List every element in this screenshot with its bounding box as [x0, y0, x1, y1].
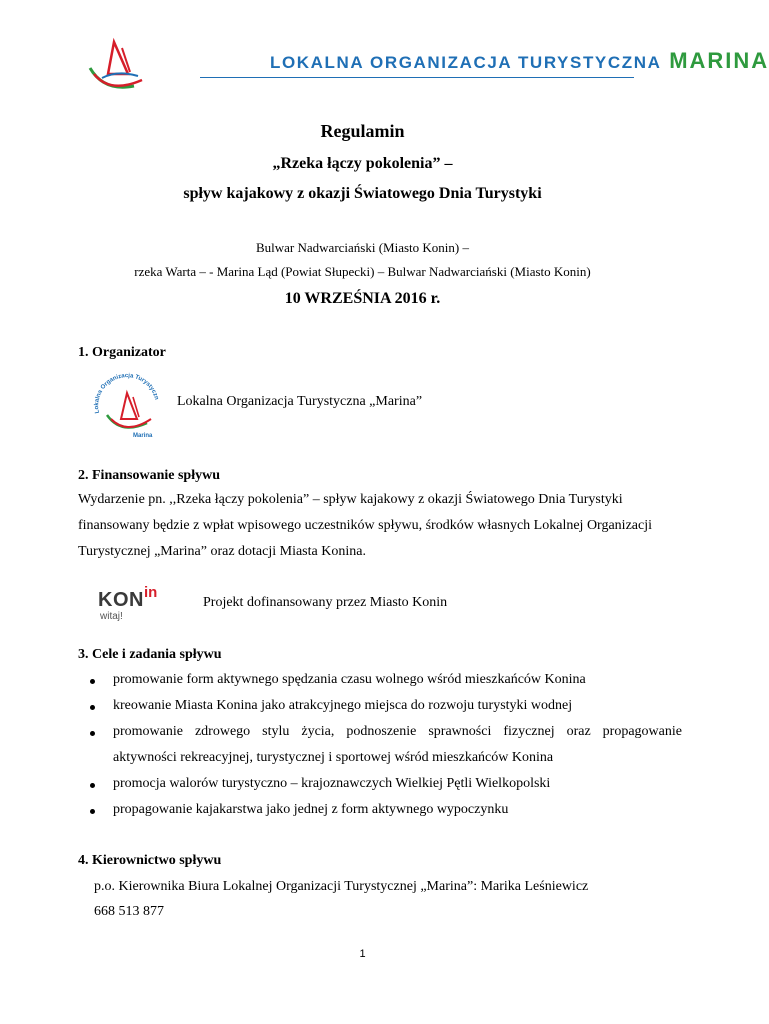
- section-2-heading: 2. Finansowanie spływu: [78, 468, 220, 483]
- financing-line-2: finansowany będzie z wpłat wpisowego uczestników spływu, środków własnych Lokalnej Organizacji: [78, 518, 652, 533]
- konin-logo-word: KON: [98, 589, 144, 611]
- goal-item: kreowanie Miasta Konina jako atrakcyjnego miejsca do rozwoju turystyki wodnej: [113, 698, 573, 713]
- svg-text:Lokalna Organizacja Turystyczn: Lokalna Organizacja Turystyczn: [94, 373, 160, 414]
- organizer-logo-text: Marina: [133, 433, 153, 439]
- goal-item: promowanie form aktywnego spędzania czasu wolnego wśród mieszkańców Konina: [113, 672, 586, 687]
- bullet-icon: [90, 731, 95, 736]
- bullet-icon: [90, 679, 95, 684]
- route-line-1: Bulwar Nadwarciański (Miasto Konin) –: [255, 240, 469, 255]
- page-number: 1: [359, 948, 366, 960]
- document-title: Regulamin: [320, 121, 405, 141]
- route-line-2: rzeka Warta – - Marina Ląd (Powiat Słupecki) – Bulwar Nadwarciański (Miasto Konin): [134, 264, 591, 279]
- konin-logo-tagline: witaj!: [100, 611, 123, 622]
- header-divider: [200, 77, 634, 78]
- section-3-heading: 3. Cele i zadania spływu: [78, 647, 222, 662]
- goal-item: promowanie zdrowego stylu życia, podnoszenie sprawności fizycznej oraz propagowanie: [113, 724, 682, 739]
- financing-line-3: Turystycznej „Marina” oraz dotacji Miasta Konina.: [78, 544, 366, 559]
- event-name: „Rzeka łączy pokolenia” –: [272, 155, 453, 172]
- bullet-icon: [90, 783, 95, 788]
- goal-item-continuation: aktywności rekreacyjnej, turystycznej i sportowej wśród mieszkańców Konina: [113, 750, 554, 765]
- organizer-name: Lokalna Organizacja Turystyczna „Marina”: [177, 394, 423, 409]
- bullet-icon: [90, 809, 95, 814]
- goal-item: promocja walorów turystyczno – krajoznawczych Wielkiej Pętli Wielkopolski: [113, 776, 551, 791]
- marina-logo: [84, 34, 152, 96]
- bullet-icon: [90, 705, 95, 710]
- goal-item: propagowanie kajakarstwa jako jednej z form aktywnego wypoczynku: [113, 802, 509, 817]
- organizer-logo: [89, 369, 165, 445]
- header-org-brand: MARINA: [669, 48, 769, 73]
- financing-line-1: Wydarzenie pn. ,,Rzeka łączy pokolenia” – spływ kajakowy z okazji Światowego Dnia Turystyki: [78, 492, 623, 507]
- event-date: 10 WRZEŚNIA 2016 r.: [284, 290, 441, 307]
- cofinance-note: Projekt dofinansowany przez Miasto Konin: [203, 595, 448, 610]
- header-org-prefix: LOKALNA ORGANIZACJA TURYSTYCZNA: [270, 53, 661, 72]
- konin-logo: [98, 584, 176, 625]
- event-description: spływ kajakowy z okazji Światowego Dnia Turystyki: [183, 185, 542, 202]
- header-org-name: [270, 48, 769, 74]
- section-4-heading: 4. Kierownictwo spływu: [78, 853, 222, 868]
- section-1-heading: 1. Organizator: [78, 345, 166, 360]
- konin-logo-in: in: [143, 584, 158, 601]
- manager-line: p.o. Kierownika Biura Lokalnej Organizacji Turystycznej „Marina”: Marika Leśniewicz: [94, 879, 589, 894]
- manager-phone: 668 513 877: [94, 904, 164, 919]
